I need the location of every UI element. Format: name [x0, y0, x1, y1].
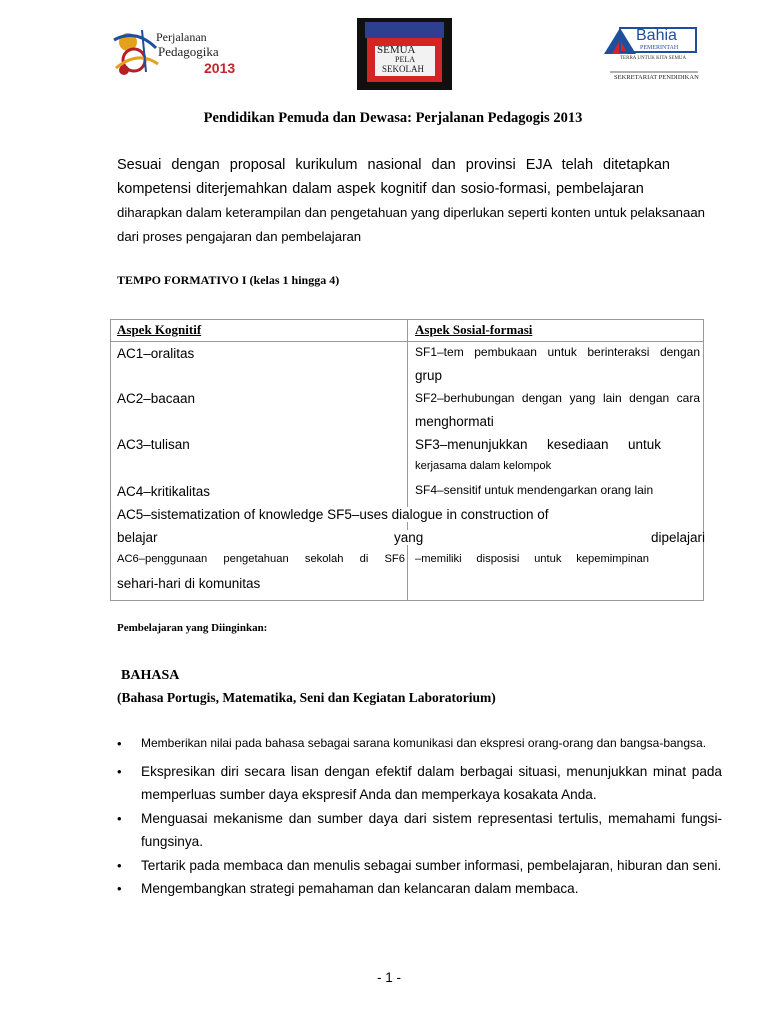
intro-line-2: kompetensi diterjemahkan dalam aspek kognitif dan sosio-formasi, pembelajaran [117, 180, 644, 197]
sf2-line-1: SF2–berhubungan dengan yang lain dengan cara [415, 391, 700, 405]
bullet-icon: • [117, 763, 122, 779]
desired-learning-label: Pembelajaran yang Diinginkan: [117, 622, 268, 634]
bullet-icon: • [117, 881, 122, 896]
sf2-line-2: menghormati [415, 414, 494, 429]
sf1-line-1: SF1–tem pembukaan untuk berinteraksi dengan [415, 345, 700, 359]
subject-title: BAHASA [121, 668, 180, 683]
semua-pela-sekolah-logo [357, 18, 452, 90]
learning-bullet-list [117, 732, 722, 901]
logo-left-line1: Perjalanan [156, 30, 207, 44]
perjalanan-pedagogika-logo [108, 20, 243, 85]
logo-left-year: 2013 [204, 60, 236, 76]
sf1-line-2: grup [415, 368, 443, 383]
logo-right-name: Bahia [636, 27, 677, 44]
header-aspek-kognitif: Aspek Kognitif [117, 322, 202, 337]
list-item [117, 877, 722, 901]
logo-center-line1: SEMUA [377, 44, 416, 56]
document-title: Pendidikan Pemuda dan Dewasa: Perjalanan Pedagogis 2013 [203, 110, 583, 126]
bullet-text: Ekspresikan diri secara lisan dengan efektif dalam berbagai situasi, menunjukkan minat pada memperluas sumber daya ekspresif Anda dan memperkaya kosakata Anda. [141, 763, 722, 802]
tempo-range: (kelas 1 hingga 4) [249, 273, 340, 287]
logo-right-sub1: PEMERINTAH [640, 45, 679, 51]
table-header-divider [111, 341, 703, 342]
tempo-heading [117, 273, 339, 288]
intro-line-4: dari proses pengajaran dan pembelajaran [117, 228, 362, 244]
ac2: AC2–bacaan [117, 391, 196, 406]
ac1: AC1–oralitas [117, 346, 195, 361]
list-item [117, 854, 722, 878]
ac5-dipelajari: dipelajari [651, 530, 706, 545]
ac5-sf5-line: AC5–sistematization of knowledge SF5–uses dialogue in construction of [117, 507, 549, 522]
ac3: AC3–tulisan [117, 437, 190, 452]
ac6-line-1: AC6–penggunaan pengetahuan sekolah di SF6 [117, 553, 405, 565]
bullet-icon: • [117, 857, 122, 873]
logo-center-line3: SEKOLAH [382, 64, 424, 74]
ac6-line-2: sehari-hari di komunitas [117, 576, 261, 591]
header-aspek-sosial: Aspek Sosial-formasi [415, 322, 533, 337]
bullet-icon: • [117, 736, 122, 751]
ac5-belajar: belajar [117, 530, 158, 545]
intro-paragraph [117, 154, 705, 248]
bahia-government-logo [600, 24, 704, 86]
intro-line-3: diharapkan dalam keterampilan dan pengetahuan yang diperlukan seperti konten untuk pelaksanaan [117, 205, 705, 220]
intro-line-1: Sesuai dengan proposal kurikulum nasional dan provinsi EJA telah ditetapkan [117, 157, 670, 173]
tempo-label: TEMPO FORMATIVO I [117, 273, 247, 287]
bullet-icon: • [117, 810, 122, 826]
logo-right-dept: SEKRETARIAT PENDIDIKAN [614, 74, 699, 81]
page-number: - 1 - [376, 970, 401, 985]
sf6-line: –memiliki disposisi untuk kepemimpinan [415, 553, 649, 565]
bullet-text: Menguasai mekanisme dan sumber daya dari sistem representasi tertulis, memahami fungsi-fungsinya. [141, 810, 722, 849]
logo-right-sub2: TERRA UNTUK KITA SEMUA [620, 56, 687, 61]
sf3-line-1: SF3–menunjukkan kesediaan untuk [415, 437, 661, 452]
sf3-line-2: kerjasama dalam kelompok [415, 460, 552, 472]
bullet-text: Tertarik pada membaca dan menulis sebagai sumber informasi, pembelajaran, hiburan dan seni. [141, 857, 722, 873]
bullet-text: Memberikan nilai pada bahasa sebagai sarana komunikasi dan ekspresi orang-orang dan bangsa-bangsa. [141, 736, 707, 750]
aspect-table [110, 319, 704, 601]
list-item [117, 760, 722, 807]
logo-left-line2: Pedagogika [158, 44, 219, 59]
subject-subtitle: (Bahasa Portugis, Matematika, Seni dan Kegiatan Laboratorium) [117, 690, 496, 705]
ac4: AC4–kritikalitas [117, 484, 211, 499]
ac5-yang: yang [394, 530, 424, 545]
sf4: SF4–sensitif untuk mendengarkan orang lain [415, 483, 654, 497]
table-column-divider [407, 320, 408, 600]
list-item [117, 732, 722, 756]
list-item [117, 807, 722, 854]
bullet-text: Mengembangkan strategi pemahaman dan kelancaran dalam membaca. [141, 881, 579, 896]
logo-center-line2: PELA [395, 55, 415, 64]
